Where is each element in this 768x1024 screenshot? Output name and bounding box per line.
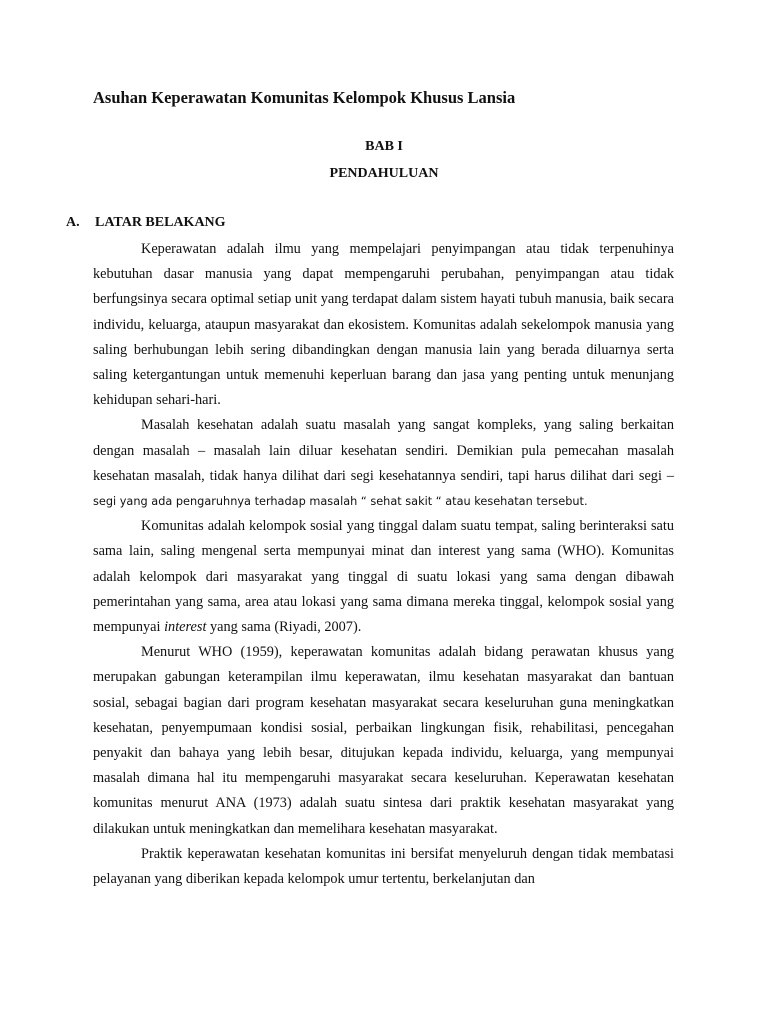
paragraph-3-text-end: yang sama (Riyadi, 2007).	[206, 619, 362, 636]
paragraph-3-italic-term: interest	[164, 619, 207, 636]
paragraph-3-text: Komunitas adalah kelompok sosial yang tinggal dalam suatu tempat, saling berinteraksi satu sama lain, saling mengenal serta mempunyai minat dan interest yang sama (WHO). Komunitas adalah kelompok dari masyarakat yang tinggal di suatu lokasi yang sama dengan dibawah pemerintahan yang sama, area atau lokasi yang sama dimana mereka tinggal, kelompok sosial yang mempunyai	[93, 518, 674, 636]
paragraph-2-text: Masalah kesehatan adalah suatu masalah yang sangat kompleks, yang saling berkaitan dengan masalah – masalah lain diluar kesehatan sendiri. Demikian pula pemecahan masalah kesehatan masalah, tidak hanya dilihat dari segi kesehatannya sendiri, tapi harus dilihat dari segi –	[93, 417, 674, 484]
chapter-number: BAB I	[365, 139, 403, 154]
chapter-title: PENDAHULUAN	[329, 166, 439, 181]
section-letter: A.	[66, 215, 80, 230]
body-text	[93, 237, 674, 892]
section-heading	[66, 215, 226, 231]
paragraph-2	[93, 413, 674, 514]
section-title: LATAR BELAKANG	[95, 215, 226, 230]
document-title: Asuhan Keperawatan Komunitas Kelompok Khusus Lansia	[93, 88, 516, 107]
paragraph-4: Menurut WHO (1959), keperawatan komunitas adalah bidang perawatan khusus yang merupakan gabungan keterampilan ilmu keperawatan, ilmu kesehatan masyarakat dan bantuan sosial, sebagai bagian dari program kesehatan masyarakat secara keseluruhan guna meningkatkan kesehatan, penyempumaan kondisi sosial, perbaikan lingkungan fisik, rehabilitasi, pencegahan penyakit dan bahaya yang lebih besar, ditujukan kepada individu, keluarga, yang mempunyai masalah dimana hal itu mempengaruhi masyarakat secara keseluruhan. Keperawatan kesehatan komunitas menurut ANA (1973) adalah suatu sintesa dari praktik kesehatan masyarakat yang dilakukan untuk meningkatkan dan memelihara kesehatan masyarakat.	[93, 644, 674, 837]
paragraph-5: Praktik keperawatan kesehatan komunitas ini bersifat menyeluruh dengan tidak membatasi pelayanan yang diberikan kepada kelompok umur tertentu, berkelanjutan dan	[93, 845, 674, 888]
paragraph-2-sans-text: segi yang ada pengaruhnya terhadap masalah “ sehat sakit “ atau kesehatan tersebut.	[93, 495, 588, 509]
paragraph-3	[93, 514, 674, 640]
paragraph-1: Keperawatan adalah ilmu yang mempelajari penyimpangan atau tidak terpenuhinya kebutuhan dasar manusia yang dapat mempengaruhi perubahan, penyimpangan atau tidak berfungsinya secara optimal setiap unit yang terdapat dalam sistem hayati tubuh manusia, baik secara individu, keluarga, ataupun masyarakat dan ekosistem. Komunitas adalah sekelompok manusia yang saling berhubungan lebih sering dibandingkan dengan manusia lain yang berada diluarnya serta saling ketergantungan untuk memenuhi keperluan barang dan jasa yang penting untuk menunjang kehidupan sehari-hari.	[93, 241, 674, 409]
